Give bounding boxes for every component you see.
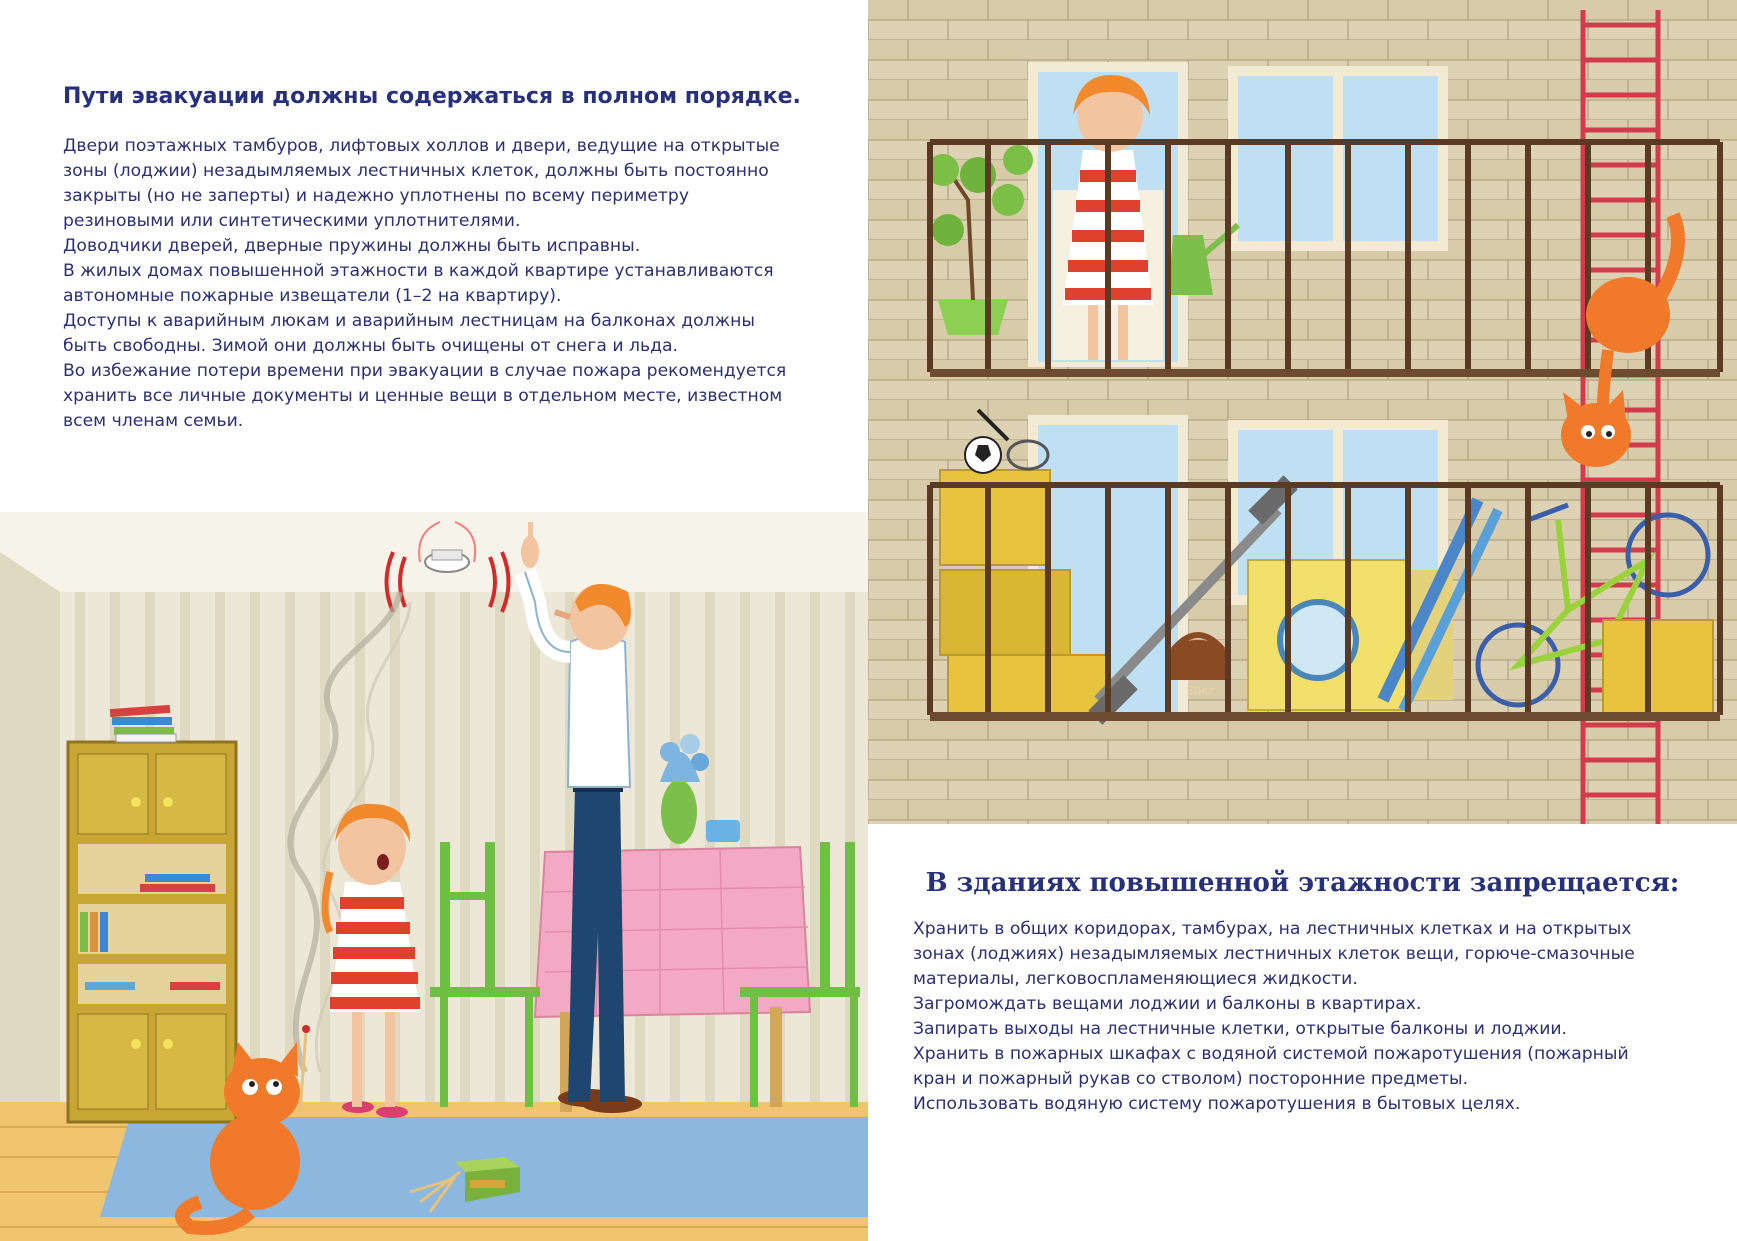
text-line: зоны (лоджии) незадымляемых лестничных клеток, должны быть постоянно — [63, 161, 769, 181]
room-scene — [0, 512, 868, 1241]
evacuation-heading: Пути эвакуации должны содержаться в полном порядке. — [63, 84, 801, 109]
text-line: Загромождать вещами лоджии и балконы в квартирах. — [913, 994, 1422, 1014]
text-line: закрыты (но не заперты) и надежно уплотнены по всему периметру — [63, 186, 689, 206]
text-line: резиновыми или синтетическими уплотнителями. — [63, 211, 521, 231]
text-line: быть свободны. Зимой они должны быть очищены от снега и льда. — [63, 336, 678, 356]
building-illustration — [868, 0, 1737, 824]
text-line: Доступы к аварийным люкам и аварийным лестницам на балконах должны — [63, 311, 755, 331]
prohibitions-heading: В зданиях повышенной этажности запрещается: — [925, 868, 1680, 898]
side-wall — [0, 552, 60, 1172]
text-line: кран и пожарный рукав со стволом) посторонние предметы. — [913, 1069, 1469, 1089]
prohibitions-text-section — [868, 824, 1737, 1241]
text-line: Использовать водяную систему пожаротушения в бытовых целях. — [913, 1094, 1521, 1114]
text-line: всем членам семьи. — [63, 411, 244, 431]
text-line: Запирать выходы на лестничные клетки, открытые балконы и лоджии. — [913, 1019, 1568, 1039]
upper-window — [1228, 66, 1448, 251]
text-line: Доводчики дверей, дверные пружины должны быть исправны. — [63, 236, 641, 256]
text-line: В жилых домах повышенной этажности в каждой квартире устанавливаются — [63, 261, 774, 281]
building-scene — [868, 0, 1737, 824]
text-line: зонах (лоджиях) незадымляемых лестничных клеток вещи, горюче-смазочные — [913, 944, 1635, 964]
weight-label: 50кг — [1186, 684, 1215, 698]
text-line: материалы, легковоспламеняющиеся жидкости. — [913, 969, 1358, 989]
evacuation-paragraph — [63, 134, 853, 434]
text-line: Хранить в пожарных шкафах с водяной системой пожаротушения (пожарный — [913, 1044, 1629, 1064]
text-line: Двери поэтажных тамбуров, лифтовых холлов и двери, ведущие на открытые — [63, 136, 780, 156]
text-line: Хранить в общих коридорах, тамбурах, на лестничных клетках и на открытых — [913, 919, 1632, 939]
room-illustration — [0, 512, 868, 1241]
lower-balcony-slab — [930, 712, 1720, 721]
bookcase — [68, 705, 236, 1122]
prohibitions-paragraph — [913, 917, 1713, 1117]
text-line: хранить все личные документы и ценные вещи в отдельном месте, известном — [63, 386, 783, 406]
text-line: автономные пожарные извещатели (1–2 на квартиру). — [63, 286, 562, 306]
text-line: Во избежание потери времени при эвакуации в случае пожара рекомендуется — [63, 361, 787, 381]
evacuation-text-section — [0, 0, 868, 512]
